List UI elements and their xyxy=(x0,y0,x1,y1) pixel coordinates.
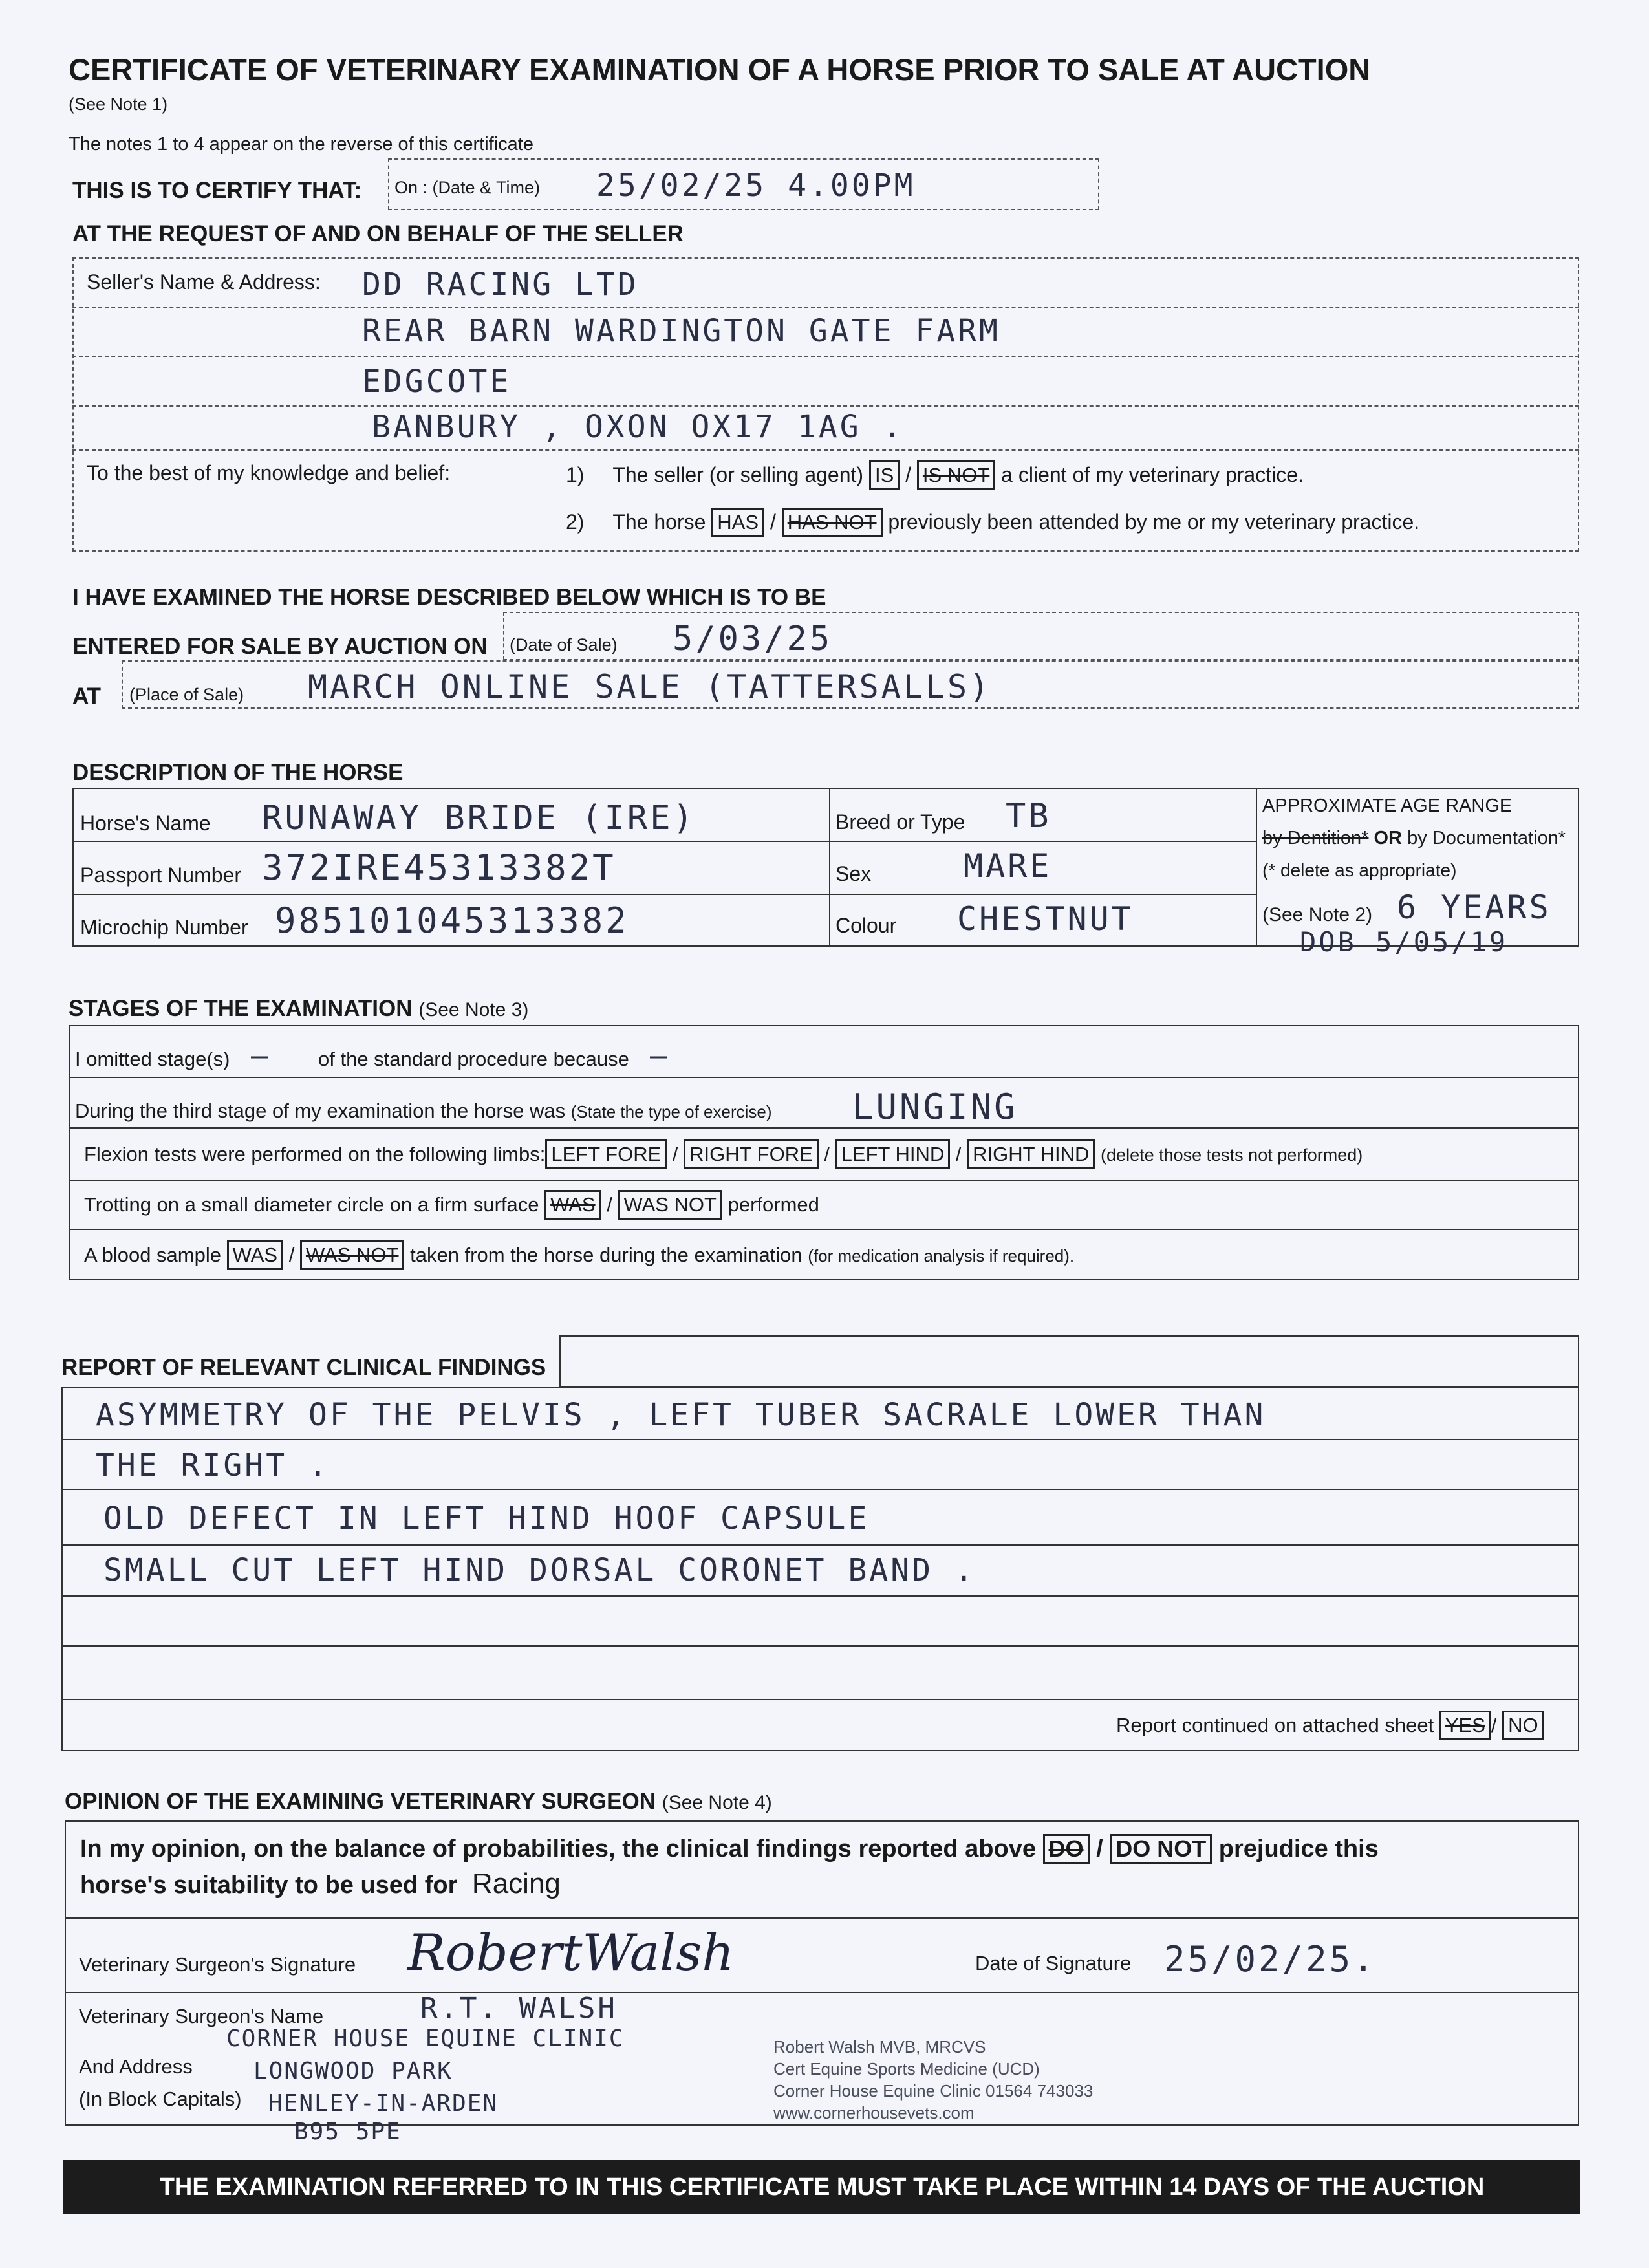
sale-date-label: (Date of Sale) xyxy=(510,635,618,654)
breed-label: Breed or Type xyxy=(835,810,965,834)
exam-date-field[interactable] xyxy=(388,158,1099,210)
blood-was-not-option[interactable]: WAS NOT xyxy=(300,1240,405,1270)
horse-name-label: Horse's Name xyxy=(80,812,211,835)
sale-place-label: (Place of Sale) xyxy=(129,685,244,704)
trot-was-not-option[interactable]: WAS NOT xyxy=(618,1190,722,1220)
limb-left-fore[interactable]: LEFT FORE xyxy=(545,1139,667,1169)
omitted-label: I omitted stage(s) xyxy=(75,1048,230,1070)
trot-was-option[interactable]: WAS xyxy=(544,1190,601,1220)
horse-has-not-option[interactable]: HAS NOT xyxy=(782,508,883,537)
blood-row: A blood sample WAS / WAS NOT taken from the horse during the examination (for medication analysis if required). xyxy=(84,1240,1074,1270)
limb-right-hind[interactable]: RIGHT HIND xyxy=(967,1139,1095,1169)
certify-heading: THIS IS TO CERTIFY THAT: xyxy=(72,178,362,203)
seller-address-3[interactable]: BANBURY , OXON OX17 1AG . xyxy=(372,409,904,445)
sale-date-value: 5/03/25 xyxy=(673,620,833,658)
knowledge-label: To the best of my knowledge and belief: xyxy=(87,461,451,484)
continued-yes-option[interactable]: YES xyxy=(1439,1711,1491,1740)
seller-is-not-option[interactable]: IS NOT xyxy=(917,460,995,490)
third-stage-value[interactable]: LUNGING xyxy=(852,1086,1018,1127)
statement-2: 2) The horse HAS / HAS NOT previously been attended by me or my veterinary practice. xyxy=(566,508,1419,537)
vet-address-2[interactable]: LONGWOOD PARK xyxy=(253,2058,453,2084)
certificate-title: CERTIFICATE OF VETERINARY EXAMINATION OF A HORSE PRIOR TO SALE AT AUCTION xyxy=(69,52,1371,87)
signature-label: Veterinary Surgeon's Signature xyxy=(79,1953,356,1976)
seller-address-2[interactable]: EDGCOTE xyxy=(362,363,512,400)
microchip-value[interactable]: 985101045313382 xyxy=(275,900,629,941)
dob-value: DOB 5/05/19 xyxy=(1300,926,1509,958)
at-label: AT xyxy=(72,684,102,709)
use-value[interactable]: Racing xyxy=(471,1868,561,1899)
report-continued: Report continued on attached sheet YES / NO xyxy=(1116,1711,1544,1740)
vet-address-1[interactable]: CORNER HOUSE EQUINE CLINIC xyxy=(226,2025,625,2052)
practice-stamp: Robert Walsh MVB, MRCVS Cert Equine Sports Medicine (UCD) Corner House Equine Clinic 01564 743033 www.cornerhousevets.com xyxy=(773,2037,1094,2122)
age-see-note: (See Note 2) xyxy=(1262,904,1373,925)
opinion-heading: OPINION OF THE EXAMINING VETERINARY SURGEON (See Note 4) xyxy=(65,1789,772,1814)
because-value[interactable]: — xyxy=(650,1039,670,1072)
age-heading: APPROXIMATE AGE RANGE xyxy=(1262,795,1513,816)
prejudice-do-option[interactable]: DO xyxy=(1043,1834,1090,1864)
age-dentition-option[interactable]: by Dentition* xyxy=(1262,828,1369,848)
continued-no-option[interactable]: NO xyxy=(1502,1711,1544,1740)
notes-line: The notes 1 to 4 appear on the reverse of this certificate xyxy=(69,134,534,155)
prejudice-do-not-option[interactable]: DO NOT xyxy=(1110,1834,1212,1864)
limb-right-fore[interactable]: RIGHT FORE xyxy=(684,1139,819,1169)
because-label: of the standard procedure because xyxy=(318,1048,629,1070)
report-line-4: SMALL CUT LEFT HIND DORSAL CORONET BAND . xyxy=(103,1552,976,1588)
date-signature-label: Date of Signature xyxy=(975,1952,1132,1974)
sale-place-field[interactable] xyxy=(122,660,1579,709)
vet-name-value[interactable]: R.T. WALSH xyxy=(420,1992,618,2025)
blood-was-option[interactable]: WAS xyxy=(227,1240,283,1270)
sex-label: Sex xyxy=(835,862,872,885)
exam-date-label: On : (Date & Time) xyxy=(394,178,541,197)
microchip-label: Microchip Number xyxy=(80,916,248,939)
examined-heading: I HAVE EXAMINED THE HORSE DESCRIBED BELOW WHICH IS TO BE xyxy=(72,585,826,610)
report-line-3: OLD DEFECT IN LEFT HIND HOOF CAPSULE xyxy=(103,1500,870,1537)
date-signature-value[interactable]: 25/02/25. xyxy=(1164,1939,1377,1980)
age-documentation-option[interactable]: by Documentation* xyxy=(1407,828,1566,848)
sex-value[interactable]: MARE xyxy=(964,847,1052,885)
passport-value[interactable]: 372IRE45313382T xyxy=(262,847,616,888)
flexion-row: Flexion tests were performed on the following limbs: LEFT FORE / RIGHT FORE / LEFT HIND / RIGHT HIND (delete those tests not performed) xyxy=(84,1139,1363,1169)
seller-is-option[interactable]: IS xyxy=(869,460,900,490)
third-stage-row: During the third stage of my examination the horse was (State the type of exercise) xyxy=(75,1099,772,1122)
horse-has-option[interactable]: HAS xyxy=(711,508,764,537)
sale-place-value: MARCH ONLINE SALE (TATTERSALLS) xyxy=(308,668,992,706)
block-capitals-label: (In Block Capitals) xyxy=(79,2088,242,2110)
trot-row: Trotting on a small diameter circle on a firm surface WAS / WAS NOT performed xyxy=(84,1190,819,1220)
age-method: by Dentition* OR by Documentation* xyxy=(1262,828,1566,848)
seller-address-1[interactable]: REAR BARN WARDINGTON GATE FARM xyxy=(362,313,1000,349)
report-line-2: THE RIGHT . xyxy=(96,1447,330,1484)
breed-value[interactable]: TB xyxy=(1006,797,1051,836)
passport-label: Passport Number xyxy=(80,863,241,887)
age-value[interactable]: 6 YEARS xyxy=(1397,889,1551,926)
vet-address-3[interactable]: HENLEY-IN-ARDEN xyxy=(268,2090,499,2117)
seller-label: Seller's Name & Address: xyxy=(87,270,321,294)
age-delete-note: (* delete as appropriate) xyxy=(1262,860,1457,880)
opinion-line-1: In my opinion, on the balance of probabilities, the clinical findings reported above DO / DO NOT prejudice this xyxy=(80,1835,1379,1863)
see-note-1: (See Note 1) xyxy=(69,94,168,114)
opinion-line-2: horse's suitability to be used for Racing xyxy=(80,1868,561,1899)
statement-1: 1) The seller (or selling agent) IS / IS NOT a client of my veterinary practice. xyxy=(566,460,1304,490)
request-heading: AT THE REQUEST OF AND ON BEHALF OF THE SELLER xyxy=(72,221,684,246)
colour-label: Colour xyxy=(835,914,897,937)
exam-date-value: 25/02/25 4.00PM xyxy=(596,167,916,204)
vet-address-4[interactable]: B95 5PE xyxy=(294,2119,402,2145)
vet-name-label: Veterinary Surgeon's Name xyxy=(79,2005,324,2027)
limb-left-hind[interactable]: LEFT HIND xyxy=(835,1139,951,1169)
stages-heading: STAGES OF THE EXAMINATION (See Note 3) xyxy=(69,996,529,1021)
omitted-value[interactable]: — xyxy=(251,1039,271,1072)
description-heading: DESCRIPTION OF THE HORSE xyxy=(72,760,404,785)
entered-heading: ENTERED FOR SALE BY AUCTION ON xyxy=(72,634,488,659)
footer-banner: THE EXAMINATION REFERRED TO IN THIS CERTIFICATE MUST TAKE PLACE WITHIN 14 DAYS OF THE AUCTION xyxy=(63,2160,1580,2214)
seller-name[interactable]: DD RACING LTD xyxy=(362,266,639,303)
vet-signature[interactable]: RobertWalsh xyxy=(407,1924,735,1982)
sale-date-field[interactable] xyxy=(503,612,1579,660)
report-heading: REPORT OF RELEVANT CLINICAL FINDINGS xyxy=(61,1355,546,1380)
address-label: And Address xyxy=(79,2055,193,2078)
report-line-1: ASYMMETRY OF THE PELVIS , LEFT TUBER SACRALE LOWER THAN xyxy=(96,1397,1266,1433)
colour-value[interactable]: CHESTNUT xyxy=(957,900,1134,938)
horse-name-value[interactable]: RUNAWAY BRIDE (IRE) xyxy=(262,799,696,837)
